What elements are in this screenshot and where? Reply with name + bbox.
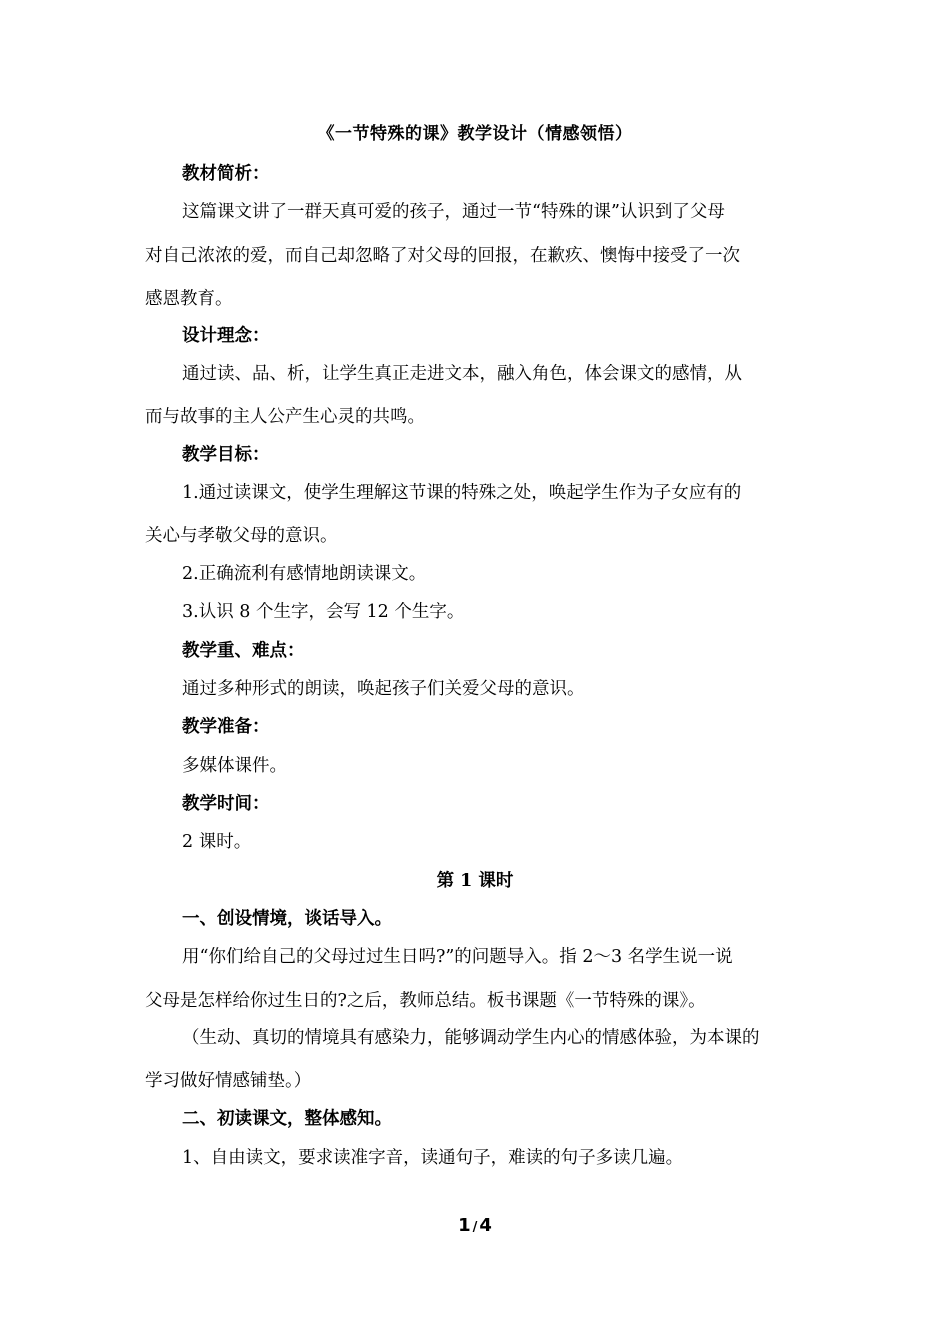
goal-1-line-1: 1.通过读课文，使学生理解这节课的特殊之处，唤起学生作为子女应有的	[182, 483, 742, 503]
material-heading: 教材简析：	[182, 164, 270, 184]
idea-heading: 设计理念：	[182, 326, 270, 346]
step-2-heading: 二、初读课文，整体感知。	[182, 1109, 392, 1129]
focus-heading: 教学重、难点：	[182, 641, 305, 661]
page-separator: /	[472, 1220, 478, 1235]
step-1-line-2: 父母是怎样给你过生日的?之后，教师总结。板书课题《一节特殊的课》。	[145, 991, 706, 1011]
goal-1-line-2: 关心与孝敬父母的意识。	[145, 526, 338, 546]
goal-heading: 教学目标：	[182, 445, 270, 465]
goal-2: 2.正确流利有感情地朗读课文。	[182, 564, 427, 584]
idea-paragraph-line-2: 而与故事的主人公产生心灵的共鸣。	[145, 407, 425, 427]
prep-heading: 教学准备：	[182, 717, 270, 737]
step-2-line-1: 1、自由读文，要求读准字音，读通句子，难读的句子多读几遍。	[182, 1148, 684, 1168]
material-paragraph-line-1: 这篇课文讲了一群天真可爱的孩子，通过一节“特殊的课”认识到了父母	[182, 202, 725, 222]
material-paragraph-line-3: 感恩教育。	[145, 289, 233, 309]
time-heading: 教学时间：	[182, 794, 270, 814]
lesson-title: 第 1 课时	[436, 871, 514, 891]
current-page: 1	[458, 1215, 471, 1236]
total-pages: 4	[479, 1215, 492, 1236]
document-title: 《一节特殊的课》教学设计（情感领悟）	[317, 124, 633, 144]
page-number	[0, 1214, 950, 1240]
time-text: 2 课时。	[182, 832, 252, 852]
step-1-line-1: 用“你们给自己的父母过过生日吗?”的问题导入。指 2～3 名学生说一说	[182, 947, 733, 967]
idea-paragraph-line-1: 通过读、品、析，让学生真正走进文本，融入角色，体会课文的感情，从	[182, 364, 742, 384]
step-1-note-line-1: （生动、真切的情境具有感染力，能够调动学生内心的情感体验，为本课的	[182, 1028, 760, 1048]
step-1-heading: 一、创设情境，谈话导入。	[182, 909, 392, 929]
prep-text: 多媒体课件。	[182, 756, 287, 776]
focus-text: 通过多种形式的朗读，唤起孩子们关爱父母的意识。	[182, 679, 585, 699]
material-paragraph-line-2: 对自己浓浓的爱，而自己却忽略了对父母的回报，在歉疚、懊悔中接受了一次	[145, 246, 740, 266]
step-1-note-line-2: 学习做好情感铺垫。）	[145, 1071, 312, 1091]
goal-3: 3.认识 8 个生字，会写 12 个生字。	[182, 602, 465, 622]
